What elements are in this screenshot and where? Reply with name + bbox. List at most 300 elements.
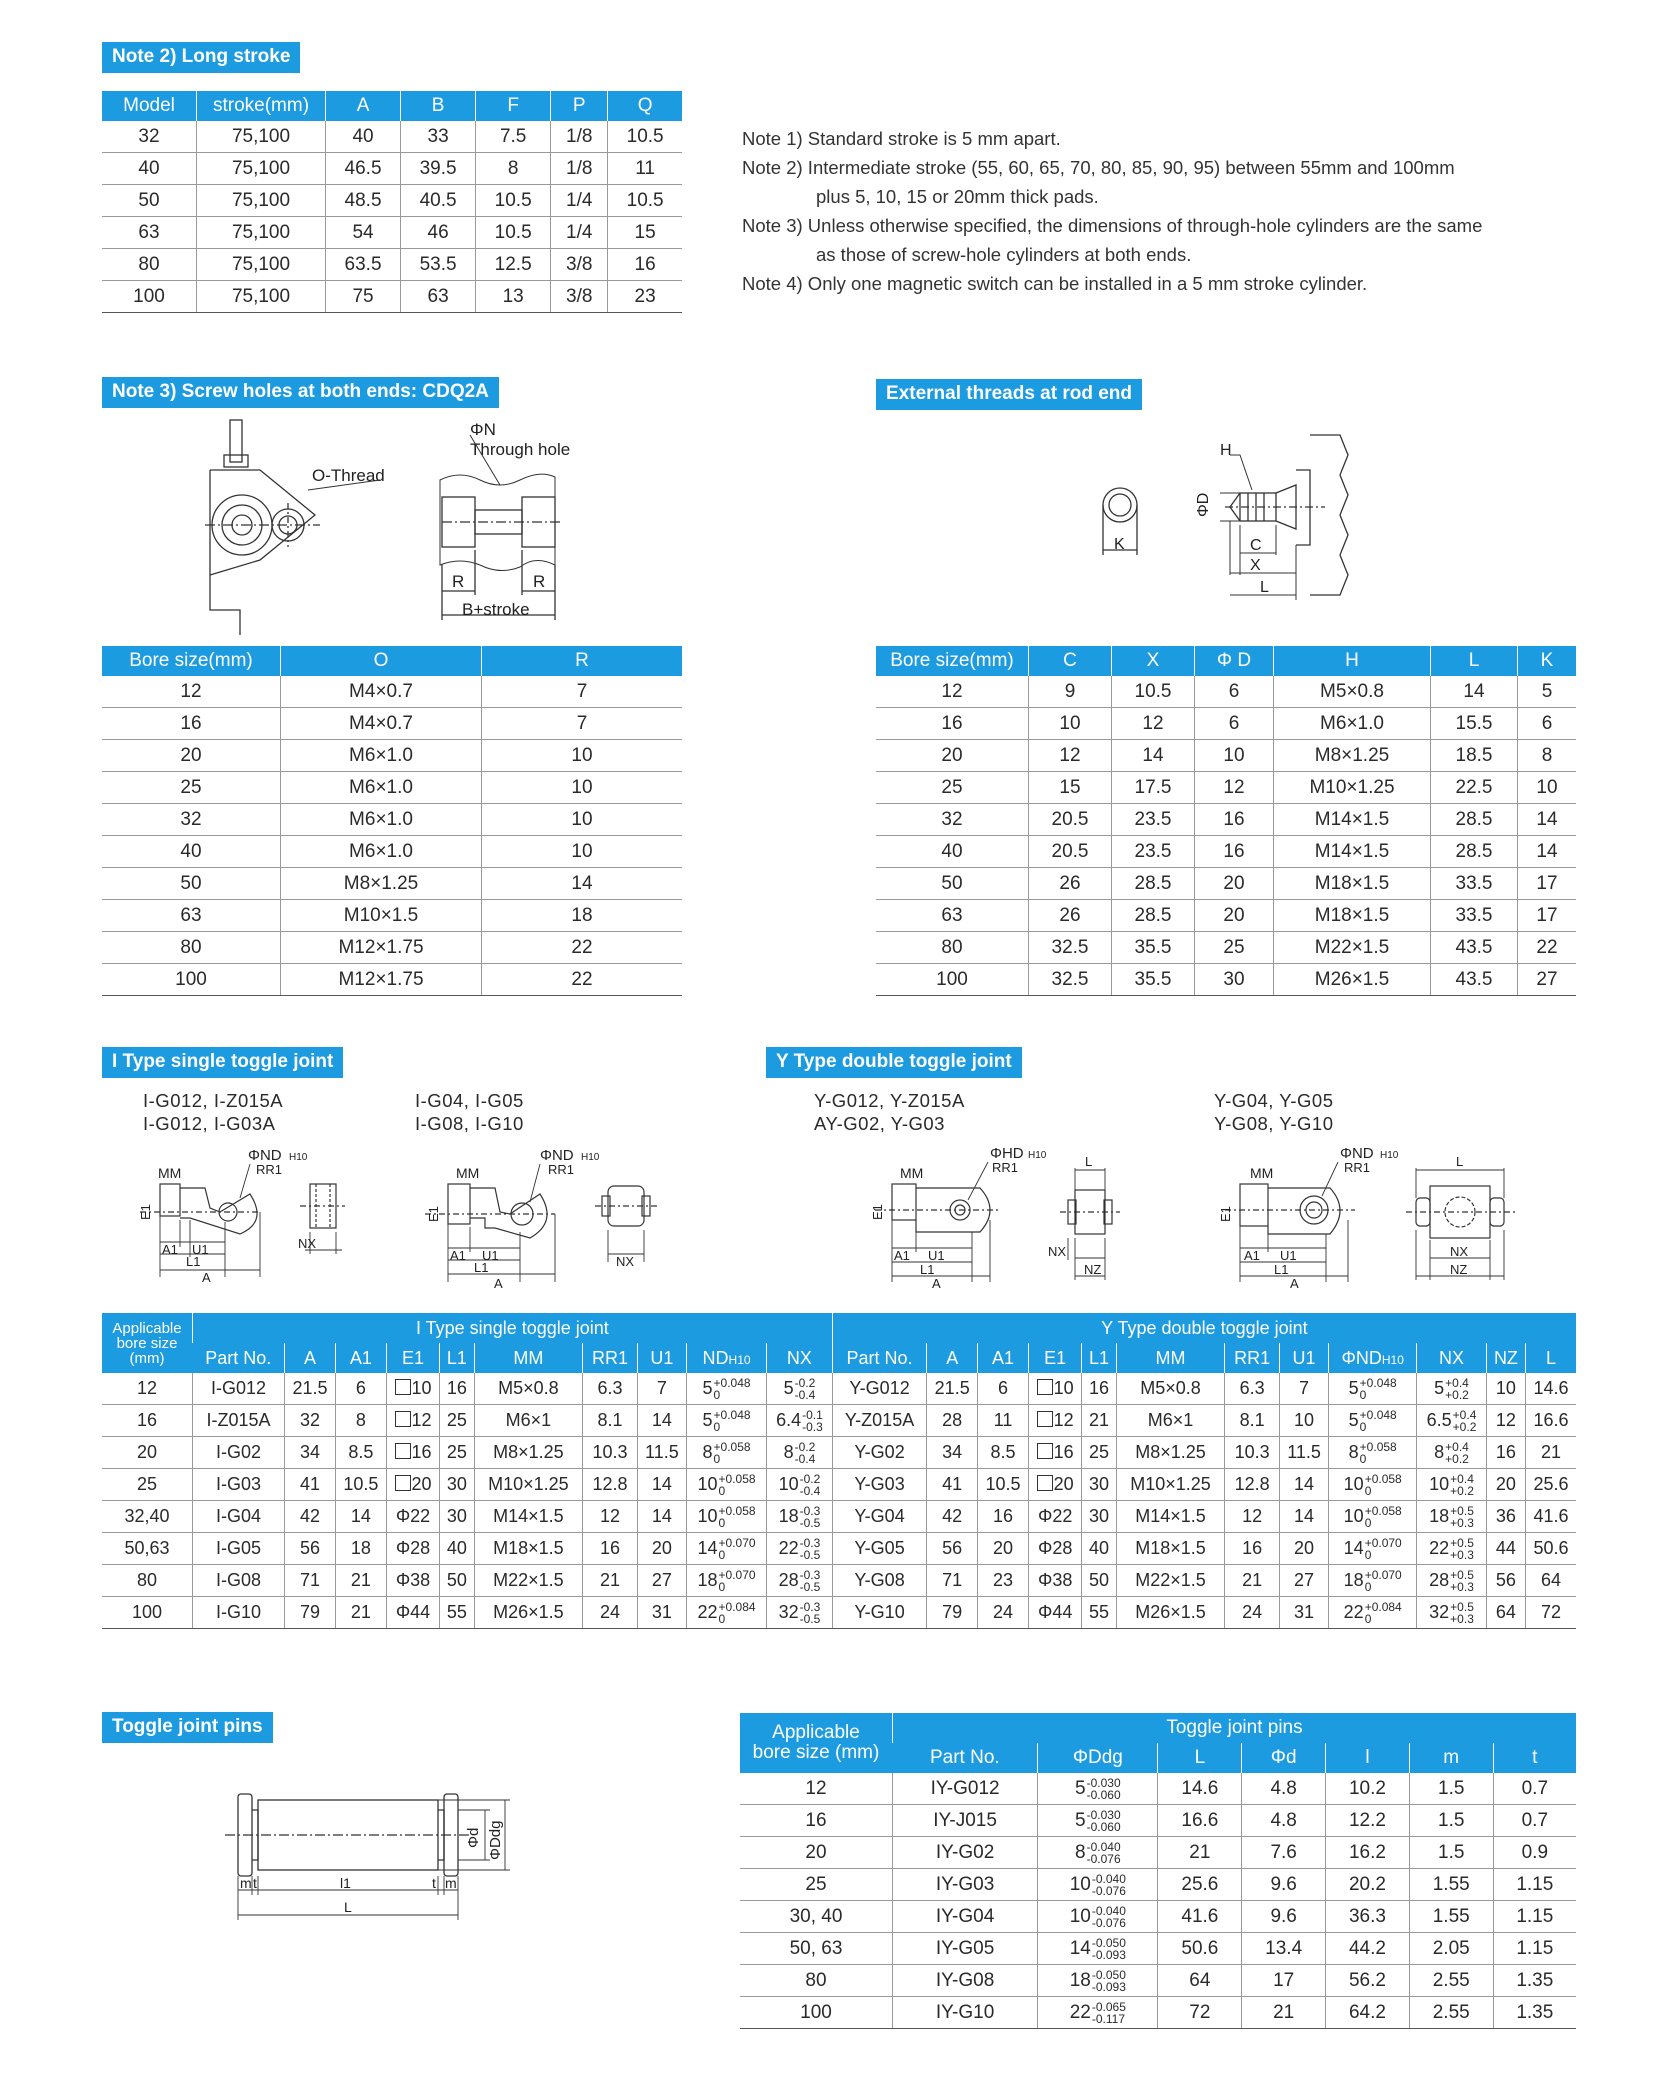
tol-base: 32 [778,1601,799,1622]
col-header: L [1431,646,1518,676]
table-cell: 0.9 [1493,1837,1576,1869]
tolerance [719,1537,756,1561]
tol-lower: -0.5 [799,1547,821,1562]
table-header-row [876,646,1576,676]
tol-base: 18 [697,1569,718,1590]
table-cell: 1.5 [1409,1773,1493,1805]
table-row [102,153,682,185]
tol-base: 10 [1343,1473,1364,1494]
mm-label: MM [900,1165,924,1181]
table-cell: M22×1.5 [474,1565,583,1597]
table-cell: 10.5 [1112,676,1195,708]
table-cell: 25.6 [1526,1469,1576,1501]
table-cell: 7 [637,1373,686,1405]
col-header: RR1 [583,1343,638,1373]
table-row [102,900,682,932]
col-header: A [927,1343,978,1373]
table-row [740,1933,1576,1965]
table-cell: 25 [1082,1437,1116,1469]
tol-base: 14 [697,1537,718,1558]
table-cell: 21 [335,1565,386,1597]
col-header: stroke(mm) [197,91,326,121]
toggle-joint-body [102,1373,1576,1629]
table-cell: 7.5 [476,121,551,153]
table-cell: 1.55 [1409,1901,1493,1933]
table-cell: 46 [401,217,476,249]
phi-d-label: Φd [465,1827,482,1848]
table-cell: 2.55 [1409,1997,1493,2029]
table-cell: 40 [876,836,1029,868]
table-cell: M22×1.5 [1274,932,1431,964]
table-cell: 32,40 [102,1501,193,1533]
table-cell: 6 [1518,708,1577,740]
table-cell: 17 [1518,900,1577,932]
table-cell: 14.6 [1526,1373,1576,1405]
table-cell: 63 [102,217,197,249]
table-cell: 33.5 [1431,900,1518,932]
col-header: Φ D [1195,646,1274,676]
tol-base: 22 [1069,2001,1091,2023]
tol-base: 8 [1348,1441,1359,1462]
table-cell [1329,1469,1417,1501]
tolerance [1450,1537,1474,1561]
table-cell: Y-G012 [832,1373,926,1405]
table-cell: 23 [978,1565,1029,1597]
tol-base: 10 [1069,1873,1091,1895]
tol-base: 5 [702,1409,713,1430]
tol-lower: +0.2 [1450,1483,1474,1498]
notes-block [742,124,1482,298]
tol-lower: +0.2 [1445,1387,1469,1402]
table-cell: M18×1.5 [1274,900,1431,932]
table-cell: Φ22 [386,1501,439,1533]
table-cell: 6 [335,1373,386,1405]
table-header-row [740,1713,1576,1743]
nx-label: NX [1450,1244,1469,1259]
table-cell: 11.5 [1279,1437,1328,1469]
table-cell: 18 [482,900,683,932]
tol-upper: +0.070 [718,1567,756,1582]
table-cell: 33.5 [1431,868,1518,900]
table-cell: 100 [876,964,1029,996]
table-cell: 1.35 [1493,1965,1576,1997]
table-cell: 80 [102,249,197,281]
l-label: L [1085,1154,1093,1169]
y-type-parts-a [814,1089,965,1135]
y-type-figure-a [860,1140,1160,1290]
table-subheader-row [102,1343,1576,1373]
col-header: Q [608,91,682,121]
table-cell: 75,100 [197,249,326,281]
table-cell: 3/8 [551,281,608,313]
square-icon [1037,1379,1053,1395]
table-cell: 56 [1486,1565,1525,1597]
table-cell: M10×1.25 [1274,772,1431,804]
group-header-y: Y Type double toggle joint [832,1313,1576,1343]
tol-base: 5 [1075,1809,1086,1831]
col-header: R [482,646,683,676]
table-cell: 80 [876,932,1029,964]
table-cell: 16 [102,708,281,740]
table-cell: 8 [476,153,551,185]
table-cell: 20 [1279,1533,1328,1565]
tolerance [800,1537,821,1561]
table-cell: 79 [927,1597,978,1629]
tolerance [1092,1937,1126,1961]
table-cell: 14 [1112,740,1195,772]
tol-lower: -0.4 [799,1483,821,1498]
table-row [102,708,682,740]
table-cell: 43.5 [1431,964,1518,996]
col-header: Part No. [893,1743,1038,1773]
l1-label: L1 [920,1262,935,1277]
col-header-bore [740,1713,893,1773]
table-cell: 41 [285,1469,336,1501]
table-row [102,217,682,249]
table-cell: 34 [285,1437,336,1469]
table-cell: 14 [637,1469,686,1501]
u1-label: U1 [1280,1248,1297,1263]
external-threads-table [876,646,1576,996]
e1-label: E1 [426,1206,441,1222]
col-header: Bore size(mm) [876,646,1029,676]
table-cell: 21 [1225,1565,1280,1597]
col-header: U1 [1279,1343,1328,1373]
r-label-left: R [452,572,465,591]
table-row [876,868,1576,900]
table-row [102,1469,1576,1501]
table-cell: 20 [978,1533,1029,1565]
table-cell: 16 [608,249,682,281]
table-cell: M14×1.5 [474,1501,583,1533]
c-label: C [1250,537,1262,554]
tol-lower: 0 [1359,1387,1367,1402]
table-cell: Y-G03 [832,1469,926,1501]
tolerance [1360,1377,1397,1401]
table-cell: 12 [1195,772,1274,804]
section-title-screw-holes: Note 3) Screw holes at both ends: CDQ2A [102,377,499,408]
table-cell: Φ38 [1028,1565,1081,1597]
table-cell: 50.6 [1526,1533,1576,1565]
table-cell [1329,1565,1417,1597]
table-cell: 1/8 [551,153,608,185]
col-header: A [326,91,401,121]
tol-base: 22 [778,1537,799,1558]
tol-base: 10 [1343,1505,1364,1526]
table-cell [686,1533,766,1565]
tol-base: 5 [1348,1409,1359,1430]
table-cell: 36.3 [1326,1901,1410,1933]
table-cell: M5×0.8 [474,1373,583,1405]
table-cell: M26×1.5 [1116,1597,1225,1629]
part-list-line: Y-G08, Y-G10 [1214,1113,1334,1134]
square-icon [1037,1411,1053,1427]
table-cell: 25 [102,772,281,804]
table-cell: 16 [440,1373,474,1405]
table-cell: M8×1.25 [281,868,482,900]
l1-label: L1 [186,1254,201,1269]
table-cell: 7 [482,676,683,708]
table-cell: M18×1.5 [474,1533,583,1565]
table-cell: 24 [978,1597,1029,1629]
mm-label: MM [456,1165,480,1181]
table-cell: Φ38 [386,1565,439,1597]
table-row [102,1565,1576,1597]
table-row [876,932,1576,964]
i-type-parts-a [143,1089,283,1135]
tol-upper: +0.058 [718,1503,756,1518]
table-cell: 12.5 [476,249,551,281]
table-cell: 10.5 [335,1469,386,1501]
table-cell: 15 [608,217,682,249]
cell-value: 20 [411,1474,432,1494]
tol-lower: 0 [718,1579,726,1594]
h-label: H [1220,442,1232,459]
table-cell: 11 [978,1405,1029,1437]
tol-upper: +0.070 [1364,1535,1402,1550]
table-cell: M5×0.8 [1274,676,1431,708]
table-cell: 14 [637,1405,686,1437]
table-cell [686,1565,766,1597]
col-header: Φd [1242,1743,1326,1773]
table-cell: 26 [1029,868,1112,900]
header-line: Applicable [772,1722,860,1743]
tol-lower: +0.3 [1450,1547,1474,1562]
table-cell: I-G04 [193,1501,285,1533]
table-cell: 8.1 [1225,1405,1280,1437]
tol-upper: +0.5 [1450,1503,1474,1518]
table-cell: M26×1.5 [474,1597,583,1629]
table-cell: 9.6 [1242,1901,1326,1933]
table-row [876,772,1576,804]
tolerance [714,1441,751,1465]
table-row [876,900,1576,932]
table-cell: 80 [102,1565,193,1597]
table-cell [1038,1965,1158,1997]
header-line: Applicable [112,1319,182,1337]
table-cell: 12.8 [583,1469,638,1501]
tolerance [1087,1809,1121,1833]
tol-upper: +0.058 [1359,1439,1397,1454]
table-cell: M4×0.7 [281,708,482,740]
table-cell [767,1373,833,1405]
table-cell: M8×1.25 [1116,1437,1225,1469]
table-row [740,1805,1576,1837]
table-cell: 21 [1082,1405,1116,1437]
table-cell: 50 [1082,1565,1116,1597]
table-cell: 32.5 [1029,932,1112,964]
col-header: A1 [978,1343,1029,1373]
table-cell: 22 [1518,932,1577,964]
table-cell: M8×1.25 [1274,740,1431,772]
table-cell: 14 [1279,1469,1328,1501]
nx-label: NX [616,1254,635,1269]
table-cell: 21.5 [927,1373,978,1405]
table-cell: M10×1.5 [281,900,482,932]
k-label: K [1114,536,1125,553]
table-cell: Φ44 [386,1597,439,1629]
h10-label: H10 [581,1152,600,1163]
o-thread-label: O-Thread [312,466,385,485]
table-cell: M14×1.5 [1116,1501,1225,1533]
tol-upper: -0.3 [799,1503,821,1518]
col-header: C [1029,646,1112,676]
tol-upper: +0.058 [718,1471,756,1486]
tol-upper: +0.048 [1359,1375,1397,1390]
table-cell: 55 [440,1597,474,1629]
table-cell: IY-G03 [893,1869,1038,1901]
table-cell: M12×1.75 [281,932,482,964]
table-cell [686,1437,766,1469]
table-cell: 10 [1279,1405,1328,1437]
l1-label: l1 [340,1875,351,1891]
table-cell: I-Z015A [193,1405,285,1437]
table-cell: 72 [1526,1597,1576,1629]
table-header-row [102,646,682,676]
nd-label: ΦND [1340,1145,1374,1162]
table-cell: 12 [1225,1501,1280,1533]
table-cell: Φ44 [1028,1597,1081,1629]
table-row [102,1533,1576,1565]
table-cell: 4.8 [1242,1805,1326,1837]
table-cell: M6×1.0 [281,836,482,868]
table-cell: 6 [1195,708,1274,740]
table-cell: 30 [1082,1469,1116,1501]
table-cell: 16 [1486,1437,1525,1469]
table-cell: I-G10 [193,1597,285,1629]
table-cell [767,1565,833,1597]
table-cell [1038,1997,1158,2029]
tol-upper: +0.048 [713,1375,751,1390]
table-cell: 31 [1279,1597,1328,1629]
table-cell [1417,1565,1487,1597]
table-cell: Y-G04 [832,1501,926,1533]
col-header: E1 [386,1343,439,1373]
tolerance [1445,1377,1469,1401]
tolerance [800,1505,821,1529]
header-line: bore size (mm) [752,1742,880,1763]
tolerance [800,1569,821,1593]
table-cell: Y-Z015A [832,1405,926,1437]
tol-upper: +0.5 [1450,1567,1474,1582]
table-cell: 25 [102,1469,193,1501]
table-cell [686,1597,766,1629]
external-threads-body [876,676,1576,996]
table-cell: 7.6 [1242,1837,1326,1869]
l1-label: L1 [474,1260,489,1275]
cell-value: 12 [1053,1410,1074,1430]
table-cell [1038,1837,1158,1869]
tol-upper: +0.070 [718,1535,756,1550]
table-cell: IY-G10 [893,1997,1038,2029]
table-cell: 40 [102,836,281,868]
table-cell: 10.5 [476,185,551,217]
b-stroke-label: B+stroke [462,600,530,619]
table-cell: 14 [1518,804,1577,836]
tol-lower: 0 [1364,1515,1372,1530]
tolerance [1087,1777,1121,1801]
table-cell: 40.5 [401,185,476,217]
header-line: bore size [116,1334,178,1352]
tol-lower: 0 [718,1515,726,1530]
tolerance [719,1569,756,1593]
tol-base: 14 [1069,1937,1091,1959]
tol-lower: -0.3 [802,1419,823,1434]
table-row [102,804,682,836]
table-cell: 50 [102,868,281,900]
table-cell: 1/4 [551,217,608,249]
table-cell: 64 [1158,1965,1242,1997]
table-cell: 24 [1225,1597,1280,1629]
tol-lower: 0 [1364,1611,1372,1626]
table-cell: 1/4 [551,185,608,217]
note-2-cont: plus 5, 10, 15 or 20mm thick pads. [816,186,1099,207]
table-cell: 22.5 [1431,772,1518,804]
table-cell: 10.3 [1225,1437,1280,1469]
tol-base: 22 [697,1601,718,1622]
tol-upper: +0.058 [1364,1471,1402,1486]
table-cell: 12 [583,1501,638,1533]
phi-n-label: ΦN [470,420,496,439]
table-cell: 22 [482,932,683,964]
tol-lower: -0.5 [799,1579,821,1594]
table-cell: 6.3 [1225,1373,1280,1405]
table-cell: 25 [440,1405,474,1437]
table-cell: 12.2 [1326,1805,1410,1837]
table-row [102,964,682,996]
tol-base: 6.5 [1426,1409,1452,1430]
table-cell: 17.5 [1112,772,1195,804]
table-cell: 20.5 [1029,836,1112,868]
table-cell: 40 [440,1533,474,1565]
table-cell: M8×1.25 [474,1437,583,1469]
table-cell: 21 [1158,1837,1242,1869]
part-list-line: Y-G012, Y-Z015A [814,1090,965,1111]
tolerance [1092,2001,1126,2025]
table-cell: I-G012 [193,1373,285,1405]
col-header: A1 [335,1343,386,1373]
table-cell: 1.35 [1493,1997,1576,2029]
group-header-pins: Toggle joint pins [893,1713,1577,1743]
table-row [876,804,1576,836]
table-cell: 12 [1029,740,1112,772]
tol-base: 8 [783,1441,794,1462]
table-cell: 27 [1279,1565,1328,1597]
table-cell: 75 [326,281,401,313]
table-cell: M5×0.8 [1116,1373,1225,1405]
table-cell: 41 [927,1469,978,1501]
tol-lower: -0.093 [1091,1979,1126,1994]
tol-lower: +0.3 [1450,1579,1474,1594]
table-cell: 54 [326,217,401,249]
table-cell: M18×1.5 [1116,1533,1225,1565]
tol-lower: -0.5 [799,1515,821,1530]
table-cell: 14.6 [1158,1773,1242,1805]
tol-lower: +0.2 [1452,1419,1477,1434]
part-list-line: AY-G02, Y-G03 [814,1113,945,1134]
tol-base: 6.4 [776,1409,802,1430]
table-cell: 21 [1242,1997,1326,2029]
table-cell [767,1501,833,1533]
tolerance [1365,1473,1402,1497]
tol-upper: -0.2 [799,1471,821,1486]
rr1-label: RR1 [992,1160,1019,1175]
table-cell: 14 [335,1501,386,1533]
table-cell [767,1405,833,1437]
table-cell: 25 [1195,932,1274,964]
table-cell: 31 [637,1597,686,1629]
cell-value: 12 [411,1410,432,1430]
